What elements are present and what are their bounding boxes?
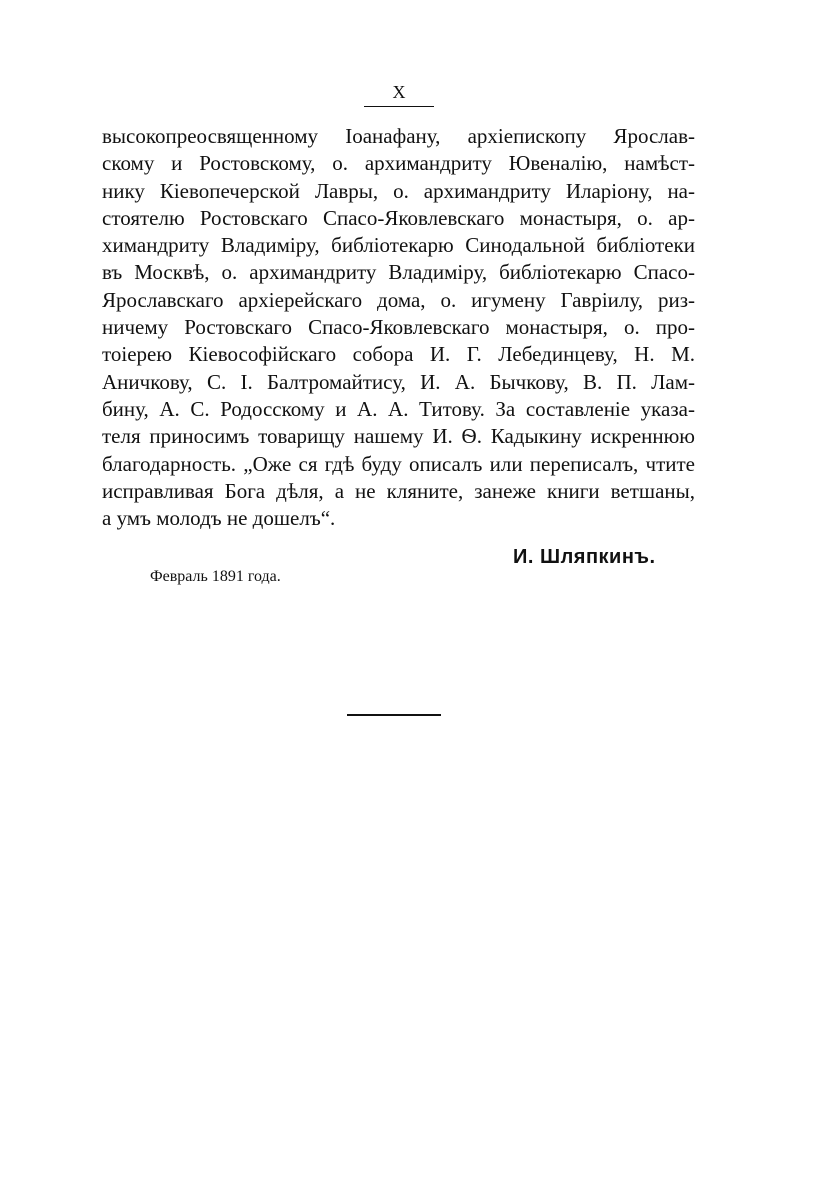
date-line: Февраль 1891 года. <box>150 568 281 585</box>
text-line: въ Москвѣ, о. архимандриту Владиміру, библіотекарю Спасо- <box>102 260 695 285</box>
text-line: теля приносимъ товарищу нашему И. Ѳ. Кадыкину искреннюю <box>102 424 695 449</box>
text-line: бину, А. С. Родосскому и А. А. Титову. За составленіе указа- <box>102 396 695 421</box>
text-line: Ярославскаго архіерейскаго дома, о. игумену Гавріилу, риз- <box>102 287 695 312</box>
text-line: тоіерею Кіевософійскаго собора И. Г. Лебединцеву, Н. М. <box>102 342 695 367</box>
text-line: химандриту Владиміру, библіотекарю Синодальной библіотеки <box>102 233 695 258</box>
page-number-rule <box>364 106 434 107</box>
page-number: X <box>392 82 406 102</box>
text-line: нику Кіевопечерской Лавры, о. архимандриту Иларіону, на- <box>102 178 695 203</box>
text-line: ничему Ростовскаго Спасо-Яковлевскаго монастыря, о. про- <box>102 315 695 340</box>
body-paragraph <box>102 123 695 532</box>
end-divider <box>347 714 441 716</box>
text-line: Аничкову, С. І. Балтромайтису, И. А. Бычкову, В. П. Лам- <box>102 369 695 394</box>
author-signature: И. Шляпкинъ. <box>513 546 656 568</box>
text-line: а умъ молодъ не дошелъ“. <box>102 506 336 531</box>
text-line: исправливая Бога дѣля, а не кляните, занеже книги ветшаны, <box>102 478 695 503</box>
text-line: скому и Ростовскому, о. архимандриту Ювеналію, намѣст- <box>102 151 695 176</box>
text-line: благодарность. „Оже ся гдѣ буду описалъ или переписалъ, чтите <box>102 451 695 476</box>
text-line: стоятелю Ростовскаго Спасо-Яковлевскаго монастыря, о. ар- <box>102 205 695 230</box>
text-line: высокопреосвященному Іоанафану, архіепископу Ярослав- <box>102 124 695 148</box>
